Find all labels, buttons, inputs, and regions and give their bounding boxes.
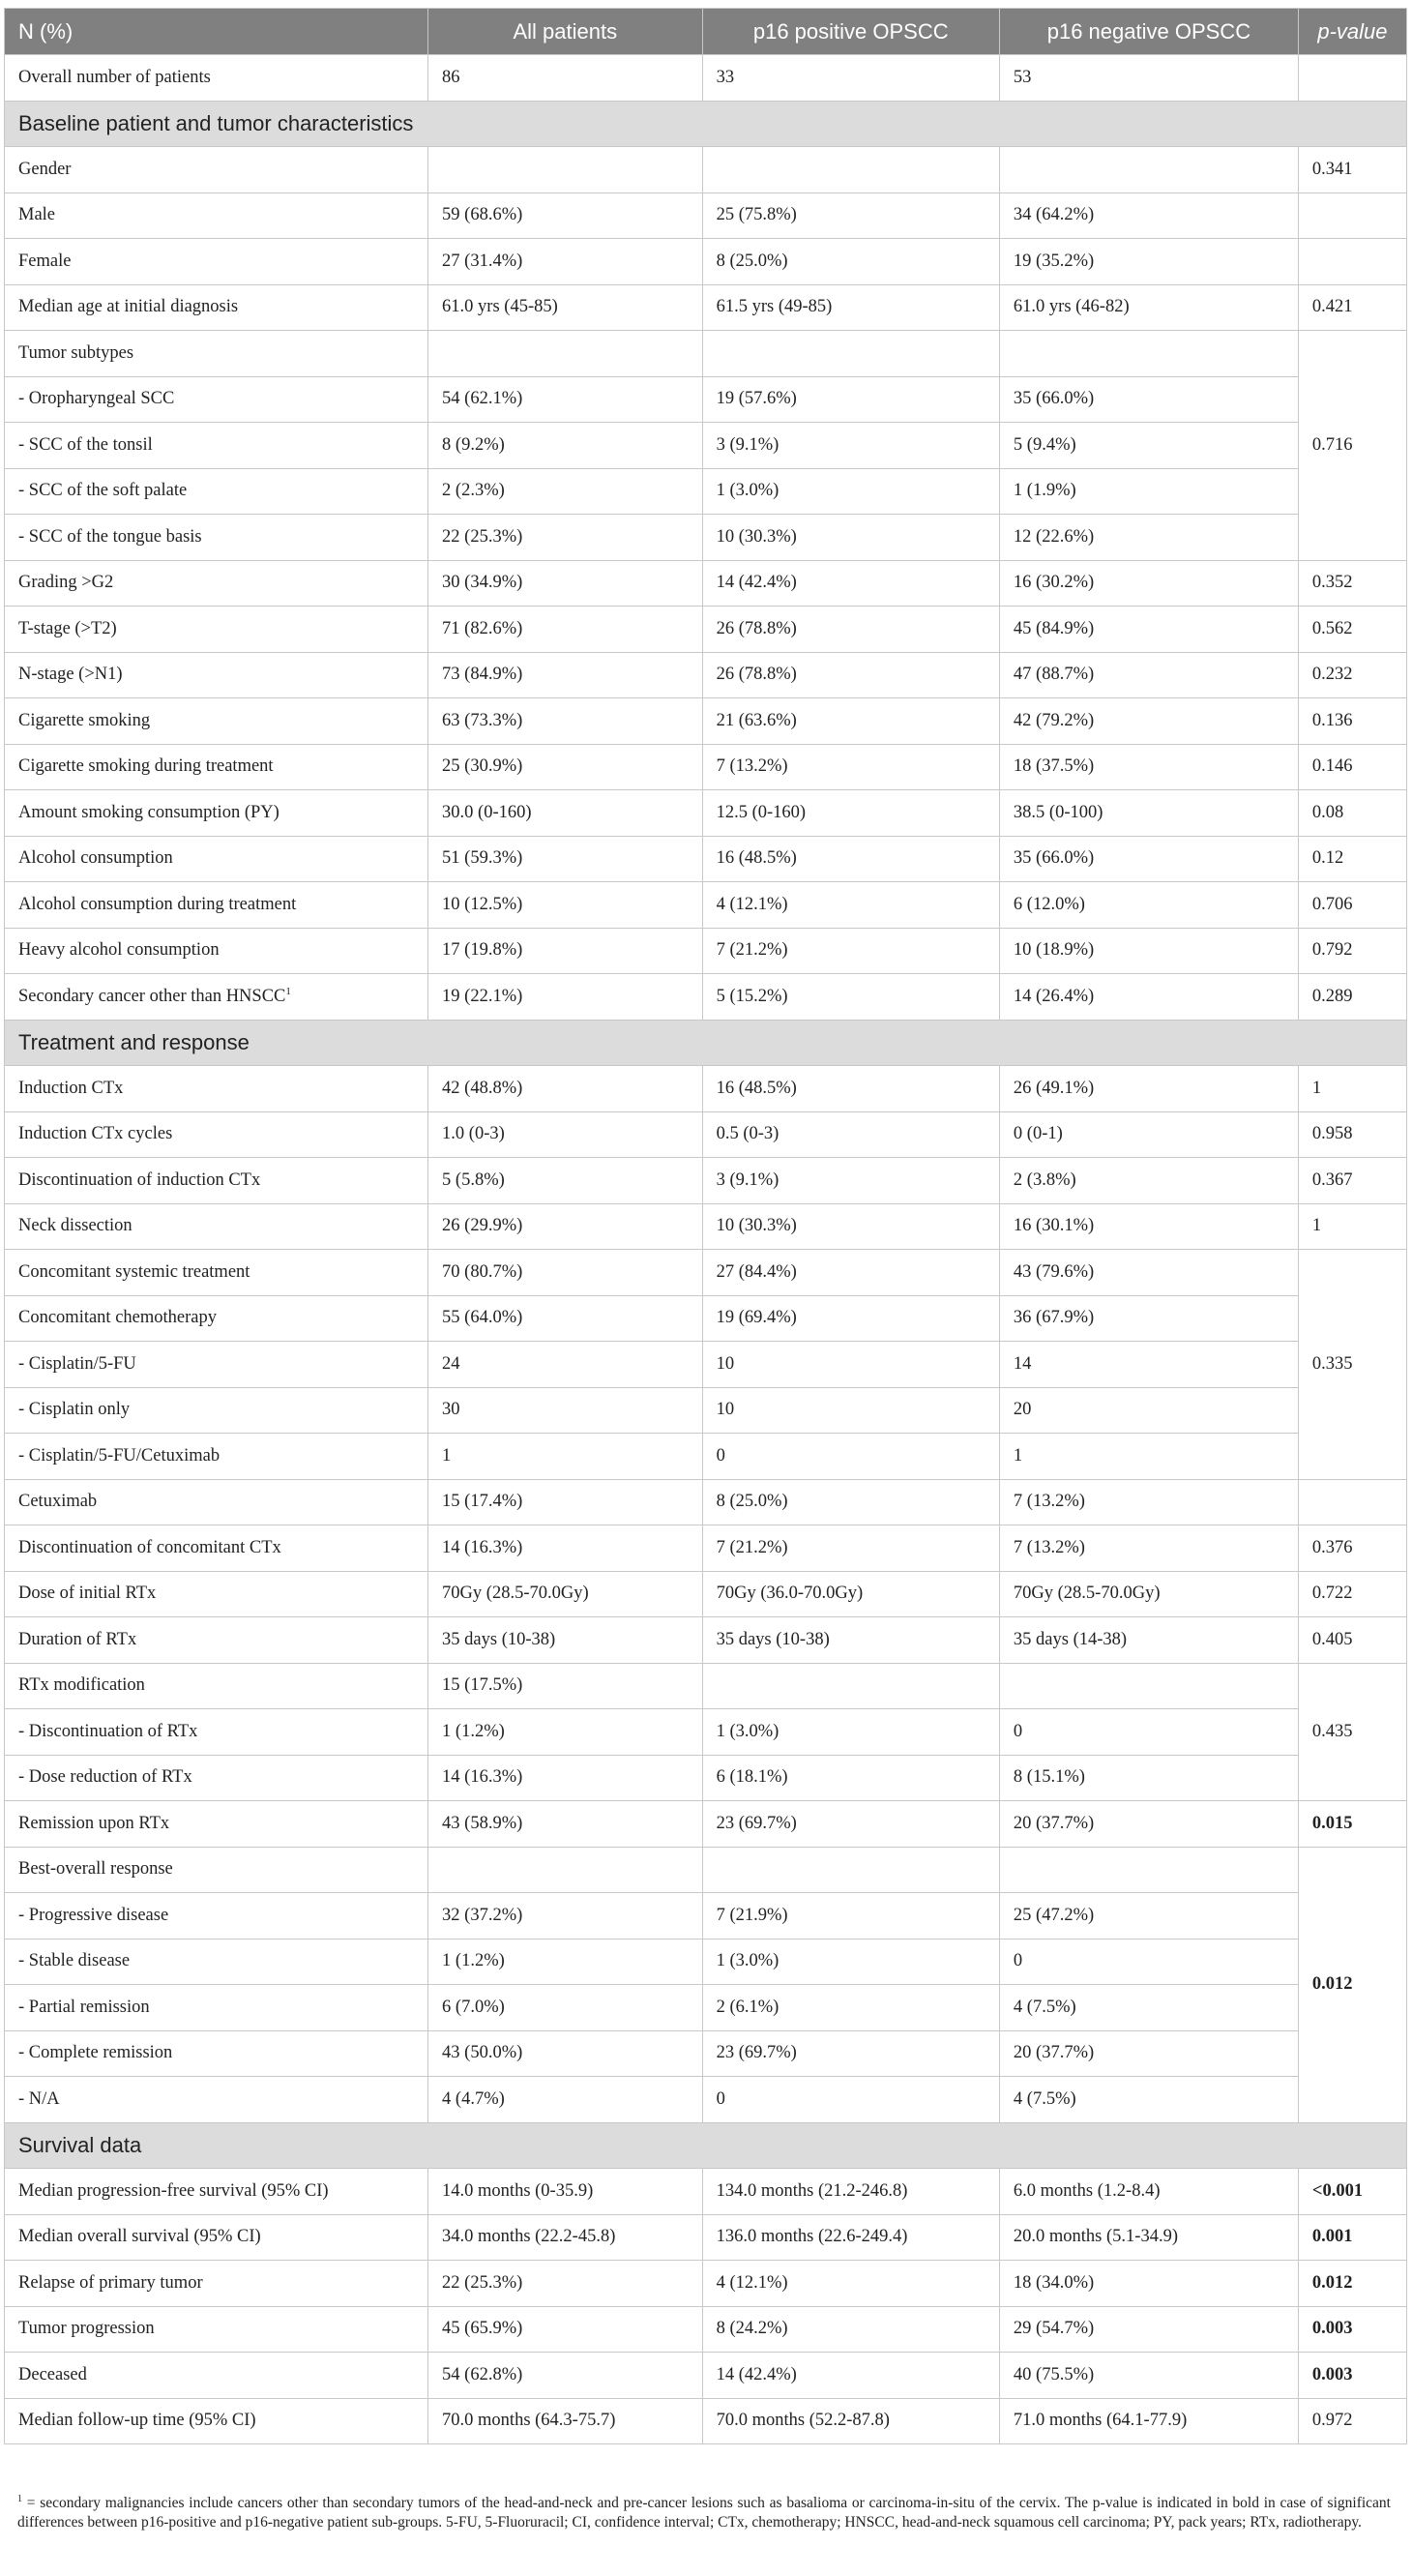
cell-all: 43 (50.0%) bbox=[428, 2030, 703, 2077]
cell-neg: 20.0 months (5.1-34.9) bbox=[999, 2214, 1298, 2261]
row-label: - SCC of the soft palate bbox=[5, 468, 428, 515]
cell-all: 1.0 (0-3) bbox=[428, 1111, 703, 1158]
cell-neg: 43 (79.6%) bbox=[999, 1250, 1298, 1296]
row-label: Tumor progression bbox=[5, 2306, 428, 2353]
cell-all: 1 bbox=[428, 1434, 703, 1480]
cell-p: 0.015 bbox=[1298, 1801, 1406, 1848]
cell-all: 71 (82.6%) bbox=[428, 607, 703, 653]
cell-p: 0.335 bbox=[1298, 1250, 1406, 1480]
cell-pos: 5 (15.2%) bbox=[702, 974, 999, 1021]
cell-all: 14.0 months (0-35.9) bbox=[428, 2169, 703, 2215]
header-all-patients: All patients bbox=[428, 9, 703, 55]
section-treatment bbox=[5, 1020, 1407, 1066]
cell-neg: 1 bbox=[999, 1434, 1298, 1480]
cell-neg: 20 bbox=[999, 1387, 1298, 1434]
cell-p: <0.001 bbox=[1298, 2169, 1406, 2215]
row-label: Median follow-up time (95% CI) bbox=[5, 2398, 428, 2444]
table-row bbox=[5, 1709, 1407, 1756]
table-row bbox=[5, 836, 1407, 882]
table-row bbox=[5, 376, 1407, 423]
cell-neg: 20 (37.7%) bbox=[999, 1801, 1298, 1848]
cell-p bbox=[1298, 192, 1406, 239]
cell-pos bbox=[702, 331, 999, 377]
table-row bbox=[5, 331, 1407, 377]
cell-pos: 16 (48.5%) bbox=[702, 836, 999, 882]
header-p-value bbox=[1298, 9, 1406, 55]
row-label: Neck dissection bbox=[5, 1203, 428, 1250]
row-label: Concomitant chemotherapy bbox=[5, 1295, 428, 1342]
cell-pos: 61.5 yrs (49-85) bbox=[702, 284, 999, 331]
cell-pos: 23 (69.7%) bbox=[702, 1801, 999, 1848]
cell-all bbox=[428, 147, 703, 193]
cell-p: 0.562 bbox=[1298, 607, 1406, 653]
table-row bbox=[5, 1295, 1407, 1342]
cell-pos: 6 (18.1%) bbox=[702, 1755, 999, 1801]
cell-p: 0.958 bbox=[1298, 1111, 1406, 1158]
table-row bbox=[5, 55, 1407, 102]
cell-pos: 16 (48.5%) bbox=[702, 1066, 999, 1112]
row-label: Median progression-free survival (95% CI) bbox=[5, 2169, 428, 2215]
cell-neg: 14 (26.4%) bbox=[999, 974, 1298, 1021]
cell-pos: 136.0 months (22.6-249.4) bbox=[702, 2214, 999, 2261]
row-label: Best-overall response bbox=[5, 1847, 428, 1893]
table-row bbox=[5, 1066, 1407, 1112]
cell-pos: 12.5 (0-160) bbox=[702, 790, 999, 837]
cell-all: 51 (59.3%) bbox=[428, 836, 703, 882]
cell-neg: 35 (66.0%) bbox=[999, 376, 1298, 423]
section-title: Survival data bbox=[5, 2122, 1407, 2169]
cell-neg bbox=[999, 331, 1298, 377]
cell-neg: 8 (15.1%) bbox=[999, 1755, 1298, 1801]
cell-pos: 14 (42.4%) bbox=[702, 2353, 999, 2399]
cell-p: 0.08 bbox=[1298, 790, 1406, 837]
footnote-text: = secondary malignancies include cancers other than secondary tumors of the head-and-neck and pre-cancer lesions such as basalioma or carcinoma-in-situ of the cervix. The p-value is indicated in bold in case of significant differences between p16-positive and p16-negative patient sub-groups. 5-FU, 5-Fluoruracil; CI, confidence interval; CTx, chemotherapy; HNSCC, head-and-neck squamous cell carcinoma; PY, pack years; RTx, radiotherapy. bbox=[17, 2495, 1391, 2531]
cell-pos: 26 (78.8%) bbox=[702, 607, 999, 653]
cell-all: 45 (65.9%) bbox=[428, 2306, 703, 2353]
row-label: Cigarette smoking during treatment bbox=[5, 744, 428, 790]
cell-pos: 33 bbox=[702, 55, 999, 102]
row-label: Median overall survival (95% CI) bbox=[5, 2214, 428, 2261]
row-label: - Stable disease bbox=[5, 1939, 428, 1985]
cell-all: 70.0 months (64.3-75.7) bbox=[428, 2398, 703, 2444]
table-row bbox=[5, 1203, 1407, 1250]
cell-neg: 29 (54.7%) bbox=[999, 2306, 1298, 2353]
cell-neg: 61.0 yrs (46-82) bbox=[999, 284, 1298, 331]
header-p16-positive: p16 positive OPSCC bbox=[702, 9, 999, 55]
cell-pos: 26 (78.8%) bbox=[702, 652, 999, 698]
cell-all: 63 (73.3%) bbox=[428, 698, 703, 745]
cell-all: 5 (5.8%) bbox=[428, 1158, 703, 1204]
table-row bbox=[5, 1571, 1407, 1617]
table-row bbox=[5, 2214, 1407, 2261]
cell-all: 61.0 yrs (45-85) bbox=[428, 284, 703, 331]
cell-all: 70Gy (28.5-70.0Gy) bbox=[428, 1571, 703, 1617]
table-row bbox=[5, 1755, 1407, 1801]
table-row bbox=[5, 974, 1407, 1021]
cell-p bbox=[1298, 55, 1406, 102]
cell-neg: 4 (7.5%) bbox=[999, 2077, 1298, 2123]
row-label: Alcohol consumption during treatment bbox=[5, 882, 428, 929]
row-label bbox=[5, 974, 428, 1021]
cell-pos: 134.0 months (21.2-246.8) bbox=[702, 2169, 999, 2215]
cell-neg: 45 (84.9%) bbox=[999, 607, 1298, 653]
cell-all: 30.0 (0-160) bbox=[428, 790, 703, 837]
cell-p: 1 bbox=[1298, 1066, 1406, 1112]
row-label: Discontinuation of concomitant CTx bbox=[5, 1525, 428, 1572]
cell-p: 0.972 bbox=[1298, 2398, 1406, 2444]
table-row bbox=[5, 882, 1407, 929]
cell-all: 8 (9.2%) bbox=[428, 423, 703, 469]
cell-neg: 25 (47.2%) bbox=[999, 1893, 1298, 1939]
cell-p: 0.792 bbox=[1298, 928, 1406, 974]
cell-all: 86 bbox=[428, 55, 703, 102]
results-table bbox=[4, 8, 1407, 2444]
row-label: Cetuximab bbox=[5, 1479, 428, 1525]
cell-all: 26 (29.9%) bbox=[428, 1203, 703, 1250]
table-row bbox=[5, 744, 1407, 790]
cell-p: 0.146 bbox=[1298, 744, 1406, 790]
row-label: - Cisplatin only bbox=[5, 1387, 428, 1434]
cell-pos: 10 bbox=[702, 1342, 999, 1388]
cell-p: 0.003 bbox=[1298, 2353, 1406, 2399]
cell-pos: 8 (24.2%) bbox=[702, 2306, 999, 2353]
cell-neg: 14 bbox=[999, 1342, 1298, 1388]
cell-pos bbox=[702, 1847, 999, 1893]
row-label: Induction CTx bbox=[5, 1066, 428, 1112]
cell-pos: 23 (69.7%) bbox=[702, 2030, 999, 2077]
row-label-text: Secondary cancer other than HNSCC bbox=[18, 986, 286, 1006]
cell-pos: 70Gy (36.0-70.0Gy) bbox=[702, 1571, 999, 1617]
cell-neg: 40 (75.5%) bbox=[999, 2353, 1298, 2399]
cell-pos bbox=[702, 1663, 999, 1709]
cell-all: 54 (62.8%) bbox=[428, 2353, 703, 2399]
cell-p: 0.136 bbox=[1298, 698, 1406, 745]
cell-pos: 21 (63.6%) bbox=[702, 698, 999, 745]
table-row bbox=[5, 2353, 1407, 2399]
cell-neg: 10 (18.9%) bbox=[999, 928, 1298, 974]
section-survival bbox=[5, 2122, 1407, 2169]
cell-neg: 71.0 months (64.1-77.9) bbox=[999, 2398, 1298, 2444]
table-row bbox=[5, 284, 1407, 331]
table-row bbox=[5, 1434, 1407, 1480]
table-row bbox=[5, 468, 1407, 515]
table-row bbox=[5, 239, 1407, 285]
cell-all: 1 (1.2%) bbox=[428, 1709, 703, 1756]
row-label: Gender bbox=[5, 147, 428, 193]
cell-neg: 70Gy (28.5-70.0Gy) bbox=[999, 1571, 1298, 1617]
row-label: Tumor subtypes bbox=[5, 331, 428, 377]
table-row bbox=[5, 192, 1407, 239]
table-row bbox=[5, 1893, 1407, 1939]
cell-pos: 2 (6.1%) bbox=[702, 1985, 999, 2031]
cell-p: 0.001 bbox=[1298, 2214, 1406, 2261]
cell-neg: 7 (13.2%) bbox=[999, 1479, 1298, 1525]
cell-all: 24 bbox=[428, 1342, 703, 1388]
header-row bbox=[5, 9, 1407, 55]
cell-p: 0.376 bbox=[1298, 1525, 1406, 1572]
cell-pos: 7 (13.2%) bbox=[702, 744, 999, 790]
cell-neg: 34 (64.2%) bbox=[999, 192, 1298, 239]
row-label: Cigarette smoking bbox=[5, 698, 428, 745]
table-row bbox=[5, 2261, 1407, 2307]
table-row bbox=[5, 1939, 1407, 1985]
cell-pos: 8 (25.0%) bbox=[702, 1479, 999, 1525]
row-label: - Progressive disease bbox=[5, 1893, 428, 1939]
cell-pos: 70.0 months (52.2-87.8) bbox=[702, 2398, 999, 2444]
table-row bbox=[5, 147, 1407, 193]
table-row bbox=[5, 2030, 1407, 2077]
cell-pos: 0.5 (0-3) bbox=[702, 1111, 999, 1158]
section-title: Treatment and response bbox=[5, 1020, 1407, 1066]
cell-pos: 3 (9.1%) bbox=[702, 423, 999, 469]
cell-all: 14 (16.3%) bbox=[428, 1525, 703, 1572]
cell-neg: 26 (49.1%) bbox=[999, 1066, 1298, 1112]
row-label: Male bbox=[5, 192, 428, 239]
cell-p: 1 bbox=[1298, 1203, 1406, 1250]
cell-neg: 35 days (14-38) bbox=[999, 1617, 1298, 1664]
cell-neg: 35 (66.0%) bbox=[999, 836, 1298, 882]
row-label: Female bbox=[5, 239, 428, 285]
cell-pos: 3 (9.1%) bbox=[702, 1158, 999, 1204]
cell-pos: 0 bbox=[702, 2077, 999, 2123]
row-label: Concomitant systemic treatment bbox=[5, 1250, 428, 1296]
cell-p bbox=[1298, 1479, 1406, 1525]
cell-neg: 16 (30.1%) bbox=[999, 1203, 1298, 1250]
cell-all: 73 (84.9%) bbox=[428, 652, 703, 698]
cell-neg bbox=[999, 1663, 1298, 1709]
table-row bbox=[5, 1801, 1407, 1848]
table-row bbox=[5, 1617, 1407, 1664]
cell-neg: 53 bbox=[999, 55, 1298, 102]
cell-pos: 1 (3.0%) bbox=[702, 1939, 999, 1985]
table-row bbox=[5, 790, 1407, 837]
cell-pos: 35 days (10-38) bbox=[702, 1617, 999, 1664]
cell-neg: 1 (1.9%) bbox=[999, 468, 1298, 515]
cell-neg: 36 (67.9%) bbox=[999, 1295, 1298, 1342]
cell-neg: 42 (79.2%) bbox=[999, 698, 1298, 745]
cell-p: 0.341 bbox=[1298, 147, 1406, 193]
cell-all: 6 (7.0%) bbox=[428, 1985, 703, 2031]
cell-all: 25 (30.9%) bbox=[428, 744, 703, 790]
cell-neg: 0 bbox=[999, 1939, 1298, 1985]
cell-p: 0.421 bbox=[1298, 284, 1406, 331]
cell-all: 34.0 months (22.2-45.8) bbox=[428, 2214, 703, 2261]
cell-neg: 19 (35.2%) bbox=[999, 239, 1298, 285]
row-label: - Partial remission bbox=[5, 1985, 428, 2031]
header-p-value-text: p-value bbox=[1317, 18, 1388, 44]
table-row bbox=[5, 1847, 1407, 1893]
table-row bbox=[5, 2398, 1407, 2444]
cell-neg: 6.0 months (1.2-8.4) bbox=[999, 2169, 1298, 2215]
header-n: N (%) bbox=[5, 9, 428, 55]
cell-neg: 0 bbox=[999, 1709, 1298, 1756]
row-label: T-stage (>T2) bbox=[5, 607, 428, 653]
row-label: Duration of RTx bbox=[5, 1617, 428, 1664]
row-label: - Cisplatin/5-FU bbox=[5, 1342, 428, 1388]
table-footnote bbox=[17, 2494, 1391, 2532]
table-row bbox=[5, 2169, 1407, 2215]
footnote-marker: 1 bbox=[285, 985, 291, 997]
cell-pos: 7 (21.2%) bbox=[702, 928, 999, 974]
table-row bbox=[5, 1479, 1407, 1525]
cell-all: 4 (4.7%) bbox=[428, 2077, 703, 2123]
row-label: RTx modification bbox=[5, 1663, 428, 1709]
table-row bbox=[5, 1158, 1407, 1204]
cell-pos: 10 (30.3%) bbox=[702, 1203, 999, 1250]
table-row bbox=[5, 1342, 1407, 1388]
cell-p: 0.722 bbox=[1298, 1571, 1406, 1617]
table-row bbox=[5, 2077, 1407, 2123]
cell-all: 30 bbox=[428, 1387, 703, 1434]
cell-pos: 1 (3.0%) bbox=[702, 1709, 999, 1756]
row-label: N-stage (>N1) bbox=[5, 652, 428, 698]
cell-pos: 14 (42.4%) bbox=[702, 560, 999, 607]
cell-all: 1 (1.2%) bbox=[428, 1939, 703, 1985]
cell-all: 22 (25.3%) bbox=[428, 515, 703, 561]
cell-pos: 1 (3.0%) bbox=[702, 468, 999, 515]
row-label: - Complete remission bbox=[5, 2030, 428, 2077]
cell-p: 0.12 bbox=[1298, 836, 1406, 882]
cell-neg: 38.5 (0-100) bbox=[999, 790, 1298, 837]
cell-all: 15 (17.5%) bbox=[428, 1663, 703, 1709]
cell-p: 0.232 bbox=[1298, 652, 1406, 698]
table-row bbox=[5, 652, 1407, 698]
cell-all: 15 (17.4%) bbox=[428, 1479, 703, 1525]
cell-p: 0.003 bbox=[1298, 2306, 1406, 2353]
row-label: - Oropharyngeal SCC bbox=[5, 376, 428, 423]
table-row bbox=[5, 1985, 1407, 2031]
cell-neg: 6 (12.0%) bbox=[999, 882, 1298, 929]
cell-all: 22 (25.3%) bbox=[428, 2261, 703, 2307]
cell-p: 0.012 bbox=[1298, 1847, 1406, 2122]
cell-neg bbox=[999, 1847, 1298, 1893]
cell-pos bbox=[702, 147, 999, 193]
cell-all: 17 (19.8%) bbox=[428, 928, 703, 974]
cell-pos: 10 bbox=[702, 1387, 999, 1434]
cell-pos: 27 (84.4%) bbox=[702, 1250, 999, 1296]
row-label: Deceased bbox=[5, 2353, 428, 2399]
cell-p: 0.289 bbox=[1298, 974, 1406, 1021]
row-label: - SCC of the tonsil bbox=[5, 423, 428, 469]
row-label: Alcohol consumption bbox=[5, 836, 428, 882]
cell-neg: 16 (30.2%) bbox=[999, 560, 1298, 607]
cell-all: 14 (16.3%) bbox=[428, 1755, 703, 1801]
cell-pos: 25 (75.8%) bbox=[702, 192, 999, 239]
table-row bbox=[5, 1525, 1407, 1572]
cell-all: 2 (2.3%) bbox=[428, 468, 703, 515]
table-row bbox=[5, 560, 1407, 607]
cell-all: 10 (12.5%) bbox=[428, 882, 703, 929]
footnote-marker: 1 bbox=[17, 2493, 22, 2504]
cell-all: 55 (64.0%) bbox=[428, 1295, 703, 1342]
table-row bbox=[5, 698, 1407, 745]
cell-all: 35 days (10-38) bbox=[428, 1617, 703, 1664]
row-label: - Dose reduction of RTx bbox=[5, 1755, 428, 1801]
cell-pos: 10 (30.3%) bbox=[702, 515, 999, 561]
cell-neg: 5 (9.4%) bbox=[999, 423, 1298, 469]
table-row bbox=[5, 1387, 1407, 1434]
table-row bbox=[5, 928, 1407, 974]
cell-p: 0.405 bbox=[1298, 1617, 1406, 1664]
cell-all: 27 (31.4%) bbox=[428, 239, 703, 285]
row-label: - Cisplatin/5-FU/Cetuximab bbox=[5, 1434, 428, 1480]
cell-pos: 7 (21.9%) bbox=[702, 1893, 999, 1939]
cell-p: 0.352 bbox=[1298, 560, 1406, 607]
cell-all: 30 (34.9%) bbox=[428, 560, 703, 607]
cell-all: 32 (37.2%) bbox=[428, 1893, 703, 1939]
cell-p: 0.012 bbox=[1298, 2261, 1406, 2307]
cell-neg: 20 (37.7%) bbox=[999, 2030, 1298, 2077]
cell-p: 0.716 bbox=[1298, 331, 1406, 561]
row-label: - Discontinuation of RTx bbox=[5, 1709, 428, 1756]
row-label: Relapse of primary tumor bbox=[5, 2261, 428, 2307]
row-label: Heavy alcohol consumption bbox=[5, 928, 428, 974]
cell-p: 0.706 bbox=[1298, 882, 1406, 929]
row-label: Remission upon RTx bbox=[5, 1801, 428, 1848]
cell-neg: 4 (7.5%) bbox=[999, 1985, 1298, 2031]
cell-neg bbox=[999, 147, 1298, 193]
cell-pos: 8 (25.0%) bbox=[702, 239, 999, 285]
header-p16-negative: p16 negative OPSCC bbox=[999, 9, 1298, 55]
section-baseline bbox=[5, 101, 1407, 147]
cell-p: 0.367 bbox=[1298, 1158, 1406, 1204]
cell-pos: 4 (12.1%) bbox=[702, 882, 999, 929]
cell-pos: 4 (12.1%) bbox=[702, 2261, 999, 2307]
table-row bbox=[5, 1663, 1407, 1709]
cell-all: 42 (48.8%) bbox=[428, 1066, 703, 1112]
cell-all: 19 (22.1%) bbox=[428, 974, 703, 1021]
row-label: Dose of initial RTx bbox=[5, 1571, 428, 1617]
cell-neg: 0 (0-1) bbox=[999, 1111, 1298, 1158]
cell-p bbox=[1298, 239, 1406, 285]
cell-pos: 0 bbox=[702, 1434, 999, 1480]
row-label: Discontinuation of induction CTx bbox=[5, 1158, 428, 1204]
table-row bbox=[5, 515, 1407, 561]
cell-neg: 18 (34.0%) bbox=[999, 2261, 1298, 2307]
cell-all: 70 (80.7%) bbox=[428, 1250, 703, 1296]
cell-neg: 7 (13.2%) bbox=[999, 1525, 1298, 1572]
row-label: - SCC of the tongue basis bbox=[5, 515, 428, 561]
row-label: Overall number of patients bbox=[5, 55, 428, 102]
cell-all: 43 (58.9%) bbox=[428, 1801, 703, 1848]
row-label: - N/A bbox=[5, 2077, 428, 2123]
cell-neg: 12 (22.6%) bbox=[999, 515, 1298, 561]
cell-neg: 47 (88.7%) bbox=[999, 652, 1298, 698]
cell-all bbox=[428, 331, 703, 377]
row-label: Grading >G2 bbox=[5, 560, 428, 607]
table-row bbox=[5, 607, 1407, 653]
row-label: Induction CTx cycles bbox=[5, 1111, 428, 1158]
section-title: Baseline patient and tumor characteristics bbox=[5, 101, 1407, 147]
cell-all bbox=[428, 1847, 703, 1893]
cell-pos: 7 (21.2%) bbox=[702, 1525, 999, 1572]
cell-neg: 18 (37.5%) bbox=[999, 744, 1298, 790]
cell-neg: 2 (3.8%) bbox=[999, 1158, 1298, 1204]
table-row bbox=[5, 423, 1407, 469]
cell-pos: 19 (57.6%) bbox=[702, 376, 999, 423]
cell-all: 59 (68.6%) bbox=[428, 192, 703, 239]
table-row bbox=[5, 2306, 1407, 2353]
cell-p: 0.435 bbox=[1298, 1663, 1406, 1801]
cell-pos: 19 (69.4%) bbox=[702, 1295, 999, 1342]
row-label: Amount smoking consumption (PY) bbox=[5, 790, 428, 837]
row-label: Median age at initial diagnosis bbox=[5, 284, 428, 331]
table-row bbox=[5, 1250, 1407, 1296]
cell-all: 54 (62.1%) bbox=[428, 376, 703, 423]
table-row bbox=[5, 1111, 1407, 1158]
